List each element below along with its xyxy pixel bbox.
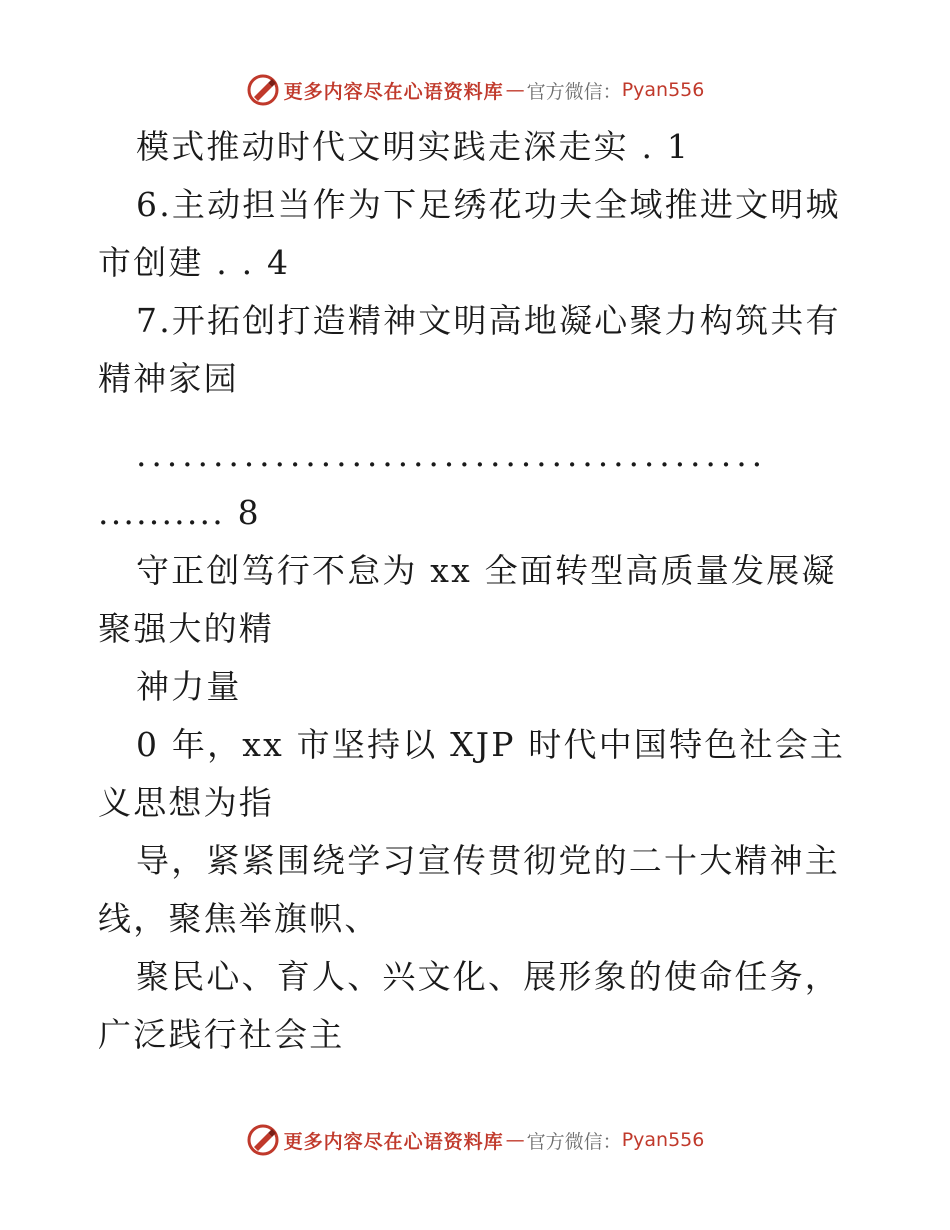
banner-label: 官方微信： — [526, 80, 622, 103]
banner-brand: Pyan556 — [621, 79, 705, 101]
footer-banner — [0, 1120, 950, 1160]
banner-brand: Pyan556 — [621, 1129, 705, 1151]
header-banner — [0, 70, 950, 110]
section-title-continued: 神力量 — [136, 667, 242, 706]
banner-label: 官方微信： — [526, 1130, 622, 1153]
toc-line-7: 7.开拓创打造精神文明高地凝心聚力构筑共有精神家园 — [98, 301, 841, 398]
toc-dot-leader-page: .......... 8 — [98, 493, 261, 532]
section-title: 守正创笃行不怠为 xx 全面转型高质量发展凝聚强大的精 — [98, 551, 837, 648]
document-body — [98, 118, 852, 1064]
paragraph-line-2: 导，紧紧围绕学习宣传贯彻党的二十大精神主线，聚焦举旗帜、 — [98, 841, 840, 938]
banner-dash: — — [505, 1129, 525, 1151]
toc-line-1: 模式推动时代文明实践走深走实 . 1 — [136, 127, 691, 166]
pen-logo-icon — [246, 1123, 280, 1157]
banner-main-text: 更多内容尽在心语资料库 — [283, 80, 504, 103]
banner-dash: — — [505, 79, 525, 101]
pen-logo-icon — [246, 73, 280, 107]
paragraph-line-1: 0 年，xx 市坚持以 XJP 时代中国特色社会主义思想为指 — [98, 725, 846, 822]
paragraph-line-3: 聚民心、育人、兴文化、展形象的使命任务，广泛践行社会主 — [98, 957, 840, 1054]
toc-dot-leader: ......................................... — [136, 435, 767, 474]
toc-line-6: 6.主动担当作为下足绣花功夫全域推进文明城市创建 . . 4 — [98, 185, 841, 282]
banner-main-text: 更多内容尽在心语资料库 — [283, 1130, 504, 1153]
